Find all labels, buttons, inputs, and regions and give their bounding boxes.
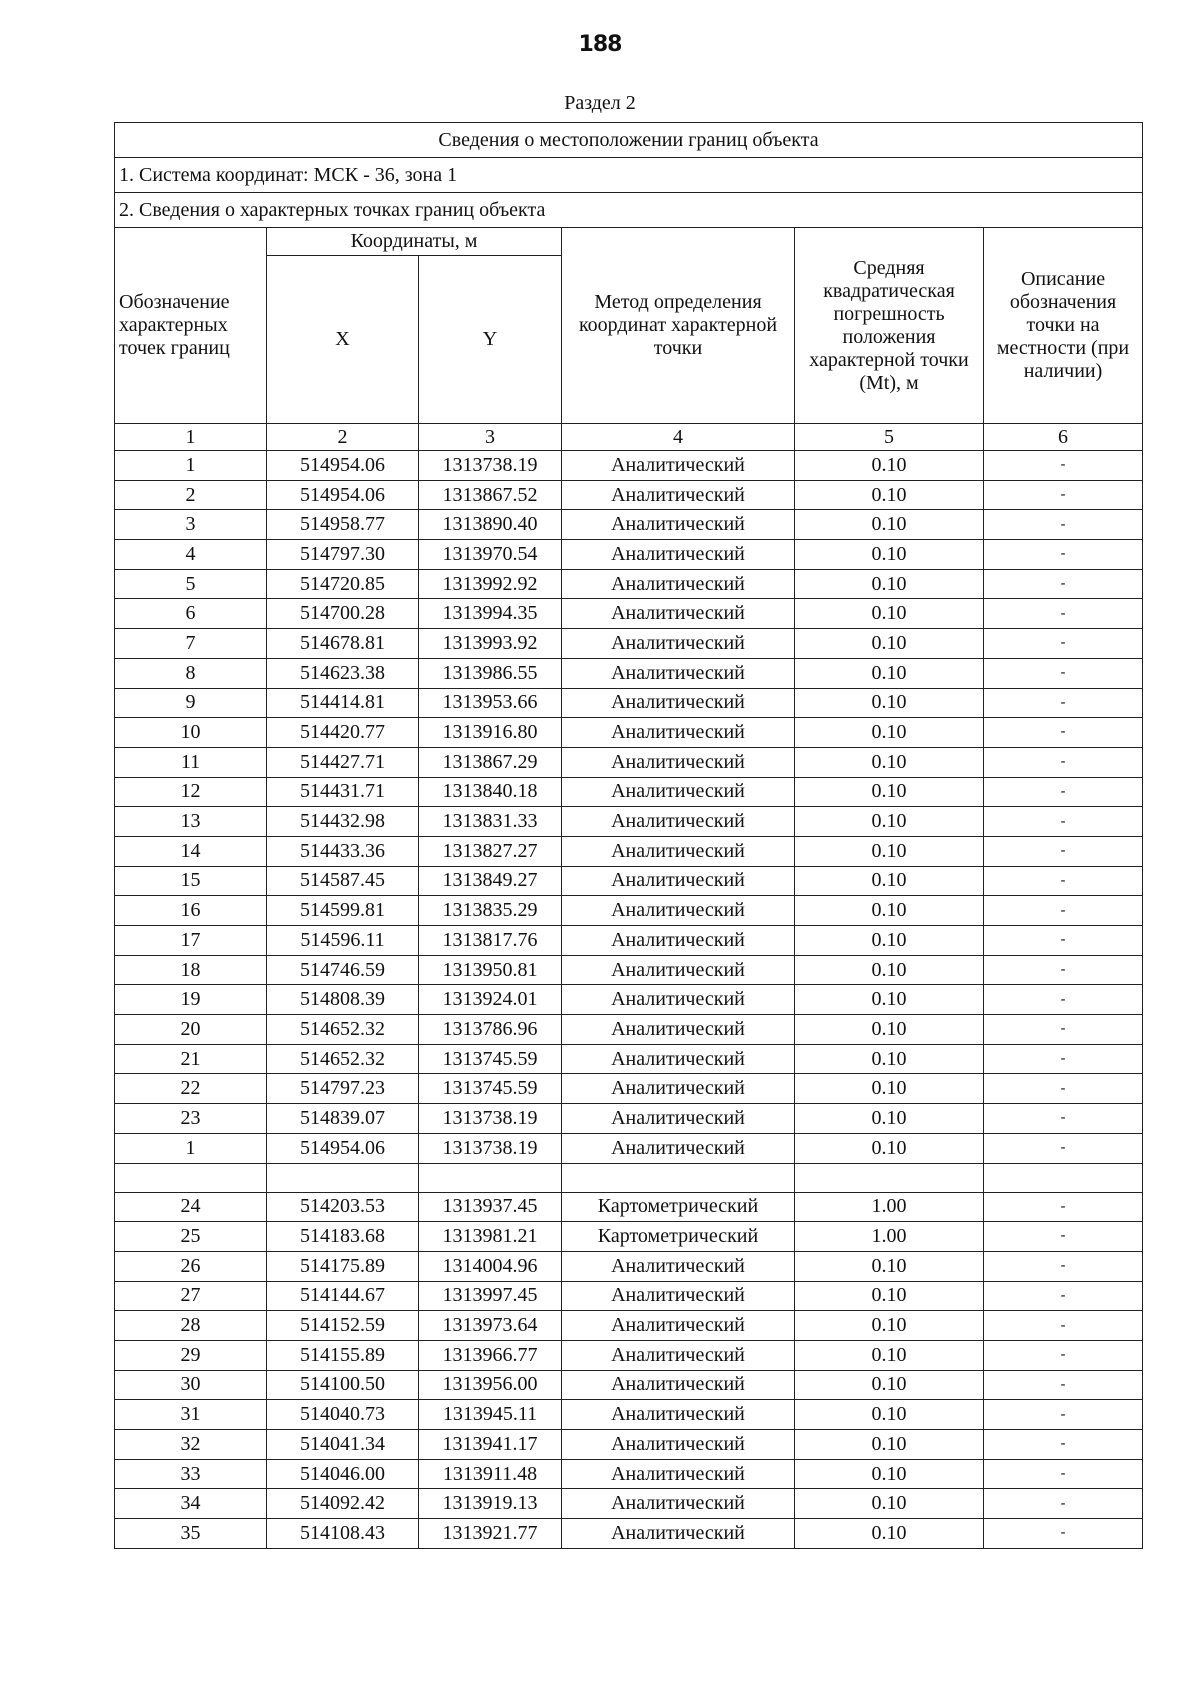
cell-error: 0.10 — [795, 747, 984, 777]
cell-description: - — [984, 480, 1143, 510]
header-point-name: Обозначение характерных точек границ — [115, 228, 267, 424]
cell-point-name: 8 — [115, 658, 267, 688]
cell-y-coordinate: 1313992.92 — [419, 569, 562, 599]
table-row — [115, 1074, 1143, 1104]
cell-error: 0.10 — [795, 1074, 984, 1104]
cell-y-coordinate: 1313970.54 — [419, 540, 562, 570]
cell-error: 0.10 — [795, 480, 984, 510]
cell-method: Аналитический — [562, 896, 795, 926]
cell-point-name: 22 — [115, 1074, 267, 1104]
cell-description: - — [984, 1192, 1143, 1222]
column-number: 3 — [419, 424, 562, 451]
cell-error: 0.10 — [795, 1015, 984, 1045]
column-number: 6 — [984, 424, 1143, 451]
cell-point-name: 19 — [115, 985, 267, 1015]
table-row — [115, 807, 1143, 837]
cell-y-coordinate: 1313745.59 — [419, 1074, 562, 1104]
cell-y-coordinate: 1313973.64 — [419, 1311, 562, 1341]
cell-description: - — [984, 955, 1143, 985]
cell-method: Аналитический — [562, 747, 795, 777]
cell-x-coordinate: 514623.38 — [267, 658, 419, 688]
cell-method: Аналитический — [562, 1104, 795, 1134]
cell-x-coordinate: 514954.06 — [267, 451, 419, 481]
cell-point-name: 23 — [115, 1104, 267, 1134]
cell-point-name: 16 — [115, 896, 267, 926]
cell-point-name: 30 — [115, 1370, 267, 1400]
cell-method: Аналитический — [562, 1489, 795, 1519]
cell-point-name: 21 — [115, 1044, 267, 1074]
cell-method: Картометрический — [562, 1192, 795, 1222]
cell-description: - — [984, 1519, 1143, 1549]
cell-y-coordinate: 1313738.19 — [419, 1104, 562, 1134]
column-numbers-row — [115, 424, 1143, 451]
cell-y-coordinate: 1313911.48 — [419, 1459, 562, 1489]
cell-method: Аналитический — [562, 1340, 795, 1370]
cell-error: 0.10 — [795, 955, 984, 985]
cell-y-coordinate: 1313817.76 — [419, 926, 562, 956]
cell-point-name — [115, 1163, 267, 1192]
cell-description: - — [984, 658, 1143, 688]
cell-x-coordinate: 514203.53 — [267, 1192, 419, 1222]
cell-point-name: 12 — [115, 777, 267, 807]
cell-x-coordinate: 514420.77 — [267, 718, 419, 748]
cell-point-name: 34 — [115, 1489, 267, 1519]
cell-description: - — [984, 1489, 1143, 1519]
cell-error: 0.10 — [795, 1430, 984, 1460]
table-row — [115, 599, 1143, 629]
cell-method: Аналитический — [562, 807, 795, 837]
cell-point-name: 33 — [115, 1459, 267, 1489]
cell-method: Аналитический — [562, 955, 795, 985]
cell-y-coordinate: 1313827.27 — [419, 836, 562, 866]
table-row — [115, 1133, 1143, 1163]
cell-error: 0.10 — [795, 1133, 984, 1163]
cell-x-coordinate: 514746.59 — [267, 955, 419, 985]
cell-point-name: 24 — [115, 1192, 267, 1222]
table-title: Сведения о местоположении границ объекта — [115, 123, 1143, 158]
cell-x-coordinate: 514432.98 — [267, 807, 419, 837]
cell-method: Аналитический — [562, 1044, 795, 1074]
cell-y-coordinate: 1313941.17 — [419, 1430, 562, 1460]
cell-x-coordinate: 514155.89 — [267, 1340, 419, 1370]
cell-point-name: 5 — [115, 569, 267, 599]
cell-y-coordinate: 1313993.92 — [419, 629, 562, 659]
cell-x-coordinate — [267, 1163, 419, 1192]
section-label: Раздел 2 — [564, 92, 636, 114]
cell-point-name: 11 — [115, 747, 267, 777]
cell-y-coordinate: 1313945.11 — [419, 1400, 562, 1430]
cell-y-coordinate: 1313921.77 — [419, 1519, 562, 1549]
boundary-points-table — [114, 122, 1143, 1549]
cell-method: Аналитический — [562, 1459, 795, 1489]
cell-description: - — [984, 1222, 1143, 1252]
cell-method: Аналитический — [562, 836, 795, 866]
table-row — [115, 747, 1143, 777]
cell-error: 0.10 — [795, 1340, 984, 1370]
cell-description: - — [984, 1400, 1143, 1430]
table-row — [115, 896, 1143, 926]
cell-method: Аналитический — [562, 540, 795, 570]
cell-error: 0.10 — [795, 1489, 984, 1519]
cell-method: Аналитический — [562, 1015, 795, 1045]
cell-description: - — [984, 1370, 1143, 1400]
column-number: 4 — [562, 424, 795, 451]
cell-point-name: 17 — [115, 926, 267, 956]
cell-method: Аналитический — [562, 1074, 795, 1104]
table-row — [115, 1044, 1143, 1074]
cell-method: Аналитический — [562, 1370, 795, 1400]
cell-description: - — [984, 1015, 1143, 1045]
cell-error: 0.10 — [795, 807, 984, 837]
cell-error: 0.10 — [795, 569, 984, 599]
cell-y-coordinate: 1313738.19 — [419, 451, 562, 481]
cell-y-coordinate: 1313937.45 — [419, 1192, 562, 1222]
cell-y-coordinate: 1313997.45 — [419, 1281, 562, 1311]
cell-point-name: 26 — [115, 1251, 267, 1281]
cell-point-name: 14 — [115, 836, 267, 866]
cell-method: Аналитический — [562, 658, 795, 688]
table-row — [115, 1251, 1143, 1281]
cell-error: 0.10 — [795, 1251, 984, 1281]
cell-point-name: 27 — [115, 1281, 267, 1311]
cell-error: 0.10 — [795, 1370, 984, 1400]
cell-y-coordinate: 1313786.96 — [419, 1015, 562, 1045]
table-row — [115, 510, 1143, 540]
cell-error: 0.10 — [795, 1104, 984, 1134]
cell-error: 0.10 — [795, 629, 984, 659]
cell-error: 0.10 — [795, 599, 984, 629]
cell-x-coordinate: 514797.23 — [267, 1074, 419, 1104]
cell-x-coordinate: 514652.32 — [267, 1015, 419, 1045]
cell-x-coordinate: 514152.59 — [267, 1311, 419, 1341]
column-number: 5 — [795, 424, 984, 451]
cell-error: 0.10 — [795, 540, 984, 570]
cell-error: 0.10 — [795, 1044, 984, 1074]
header-error: Средняя квадратическая погрешность положения характерной точки (Mt), м — [795, 228, 984, 424]
cell-error: 0.10 — [795, 836, 984, 866]
cell-x-coordinate: 514720.85 — [267, 569, 419, 599]
cell-description: - — [984, 629, 1143, 659]
cell-y-coordinate: 1313950.81 — [419, 955, 562, 985]
cell-method: Аналитический — [562, 480, 795, 510]
table-row — [115, 451, 1143, 481]
cell-description: - — [984, 688, 1143, 718]
cell-x-coordinate: 514175.89 — [267, 1251, 419, 1281]
cell-method: Аналитический — [562, 866, 795, 896]
cell-description: - — [984, 1430, 1143, 1460]
cell-description: - — [984, 1340, 1143, 1370]
points-heading: 2. Сведения о характерных точках границ объекта — [115, 193, 1143, 228]
coordinate-system: 1. Система координат: МСК - 36, зона 1 — [115, 158, 1143, 193]
cell-description: - — [984, 1133, 1143, 1163]
cell-description: - — [984, 1074, 1143, 1104]
table-row — [115, 866, 1143, 896]
cell-x-coordinate: 514046.00 — [267, 1459, 419, 1489]
cell-point-name: 10 — [115, 718, 267, 748]
cell-x-coordinate: 514092.42 — [267, 1489, 419, 1519]
cell-error: 0.10 — [795, 1311, 984, 1341]
cell-point-name: 7 — [115, 629, 267, 659]
cell-method: Аналитический — [562, 1251, 795, 1281]
cell-method: Аналитический — [562, 1519, 795, 1549]
cell-error: 0.10 — [795, 510, 984, 540]
table-row — [115, 777, 1143, 807]
cell-description — [984, 1163, 1143, 1192]
separator-row — [115, 1163, 1143, 1192]
cell-error: 1.00 — [795, 1192, 984, 1222]
table-row — [115, 718, 1143, 748]
cell-description: - — [984, 1044, 1143, 1074]
cell-x-coordinate: 514839.07 — [267, 1104, 419, 1134]
cell-x-coordinate: 514587.45 — [267, 866, 419, 896]
cell-description: - — [984, 836, 1143, 866]
cell-point-name: 32 — [115, 1430, 267, 1460]
cell-y-coordinate: 1313986.55 — [419, 658, 562, 688]
column-number: 2 — [267, 424, 419, 451]
cell-method: Аналитический — [562, 1430, 795, 1460]
cell-method: Аналитический — [562, 688, 795, 718]
cell-error: 0.10 — [795, 777, 984, 807]
cell-method: Аналитический — [562, 510, 795, 540]
cell-description: - — [984, 1251, 1143, 1281]
cell-x-coordinate: 514433.36 — [267, 836, 419, 866]
cell-error: 0.10 — [795, 1281, 984, 1311]
cell-description: - — [984, 599, 1143, 629]
table-row — [115, 688, 1143, 718]
cell-method: Аналитический — [562, 629, 795, 659]
cell-point-name: 6 — [115, 599, 267, 629]
table-row — [115, 1400, 1143, 1430]
cell-point-name: 35 — [115, 1519, 267, 1549]
table-row — [115, 1015, 1143, 1045]
cell-y-coordinate: 1313966.77 — [419, 1340, 562, 1370]
table-row — [115, 540, 1143, 570]
cell-description: - — [984, 1281, 1143, 1311]
table-row — [115, 569, 1143, 599]
cell-point-name: 15 — [115, 866, 267, 896]
cell-error: 0.10 — [795, 718, 984, 748]
cell-method: Аналитический — [562, 718, 795, 748]
cell-point-name: 4 — [115, 540, 267, 570]
table-row — [115, 658, 1143, 688]
table-row — [115, 1340, 1143, 1370]
header-description: Описание обозначения точки на местности (при наличии) — [984, 228, 1143, 424]
cell-y-coordinate: 1313840.18 — [419, 777, 562, 807]
cell-error: 0.10 — [795, 688, 984, 718]
header-coordinates: Координаты, м — [267, 228, 562, 256]
cell-point-name: 18 — [115, 955, 267, 985]
cell-y-coordinate: 1313919.13 — [419, 1489, 562, 1519]
cell-y-coordinate — [419, 1163, 562, 1192]
cell-error: 1.00 — [795, 1222, 984, 1252]
table-row — [115, 1104, 1143, 1134]
cell-y-coordinate: 1313867.29 — [419, 747, 562, 777]
header-y: Y — [419, 256, 562, 424]
cell-y-coordinate: 1313956.00 — [419, 1370, 562, 1400]
cell-error: 0.10 — [795, 1459, 984, 1489]
cell-y-coordinate: 1313738.19 — [419, 1133, 562, 1163]
page-number: 188 — [578, 32, 622, 57]
cell-description: - — [984, 807, 1143, 837]
cell-y-coordinate: 1313924.01 — [419, 985, 562, 1015]
cell-x-coordinate: 514144.67 — [267, 1281, 419, 1311]
cell-error: 0.10 — [795, 658, 984, 688]
table-row — [115, 985, 1143, 1015]
cell-y-coordinate: 1313831.33 — [419, 807, 562, 837]
cell-error: 0.10 — [795, 1519, 984, 1549]
cell-description: - — [984, 1459, 1143, 1489]
cell-x-coordinate: 514040.73 — [267, 1400, 419, 1430]
cell-point-name: 1 — [115, 1133, 267, 1163]
cell-point-name: 20 — [115, 1015, 267, 1045]
cell-method: Аналитический — [562, 1311, 795, 1341]
cell-method: Аналитический — [562, 569, 795, 599]
cell-method: Аналитический — [562, 926, 795, 956]
cell-error: 0.10 — [795, 896, 984, 926]
cell-description: - — [984, 926, 1143, 956]
cell-point-name: 3 — [115, 510, 267, 540]
table-row — [115, 1192, 1143, 1222]
table-row — [115, 926, 1143, 956]
cell-y-coordinate: 1313849.27 — [419, 866, 562, 896]
cell-x-coordinate: 514954.06 — [267, 1133, 419, 1163]
cell-method: Аналитический — [562, 1400, 795, 1430]
cell-point-name: 25 — [115, 1222, 267, 1252]
table-row — [115, 480, 1143, 510]
cell-x-coordinate: 514599.81 — [267, 896, 419, 926]
cell-x-coordinate: 514808.39 — [267, 985, 419, 1015]
cell-x-coordinate: 514954.06 — [267, 480, 419, 510]
cell-error — [795, 1163, 984, 1192]
cell-point-name: 2 — [115, 480, 267, 510]
cell-x-coordinate: 514958.77 — [267, 510, 419, 540]
cell-x-coordinate: 514797.30 — [267, 540, 419, 570]
cell-method: Аналитический — [562, 1133, 795, 1163]
cell-description: - — [984, 569, 1143, 599]
table-row — [115, 1222, 1143, 1252]
cell-point-name: 29 — [115, 1340, 267, 1370]
cell-method: Аналитический — [562, 599, 795, 629]
cell-x-coordinate: 514414.81 — [267, 688, 419, 718]
cell-error: 0.10 — [795, 451, 984, 481]
cell-y-coordinate: 1313867.52 — [419, 480, 562, 510]
cell-description: - — [984, 1311, 1143, 1341]
table-row — [115, 629, 1143, 659]
cell-method: Аналитический — [562, 1281, 795, 1311]
cell-point-name: 28 — [115, 1311, 267, 1341]
cell-point-name: 1 — [115, 451, 267, 481]
cell-description: - — [984, 985, 1143, 1015]
cell-y-coordinate: 1313916.80 — [419, 718, 562, 748]
cell-point-name: 9 — [115, 688, 267, 718]
table-row — [115, 836, 1143, 866]
cell-x-coordinate: 514041.34 — [267, 1430, 419, 1460]
cell-description: - — [984, 896, 1143, 926]
cell-method: Картометрический — [562, 1222, 795, 1252]
column-number: 1 — [115, 424, 267, 451]
cell-y-coordinate: 1313994.35 — [419, 599, 562, 629]
cell-x-coordinate: 514652.32 — [267, 1044, 419, 1074]
cell-x-coordinate: 514678.81 — [267, 629, 419, 659]
table-row — [115, 1489, 1143, 1519]
table-row — [115, 1281, 1143, 1311]
cell-x-coordinate: 514596.11 — [267, 926, 419, 956]
cell-description: - — [984, 866, 1143, 896]
cell-error: 0.10 — [795, 985, 984, 1015]
table-row — [115, 955, 1143, 985]
cell-x-coordinate: 514108.43 — [267, 1519, 419, 1549]
cell-y-coordinate: 1313890.40 — [419, 510, 562, 540]
table-row — [115, 1519, 1143, 1549]
cell-description: - — [984, 777, 1143, 807]
cell-description: - — [984, 540, 1143, 570]
cell-method — [562, 1163, 795, 1192]
header-method: Метод определения координат характерной точки — [562, 228, 795, 424]
table-row — [115, 1370, 1143, 1400]
cell-description: - — [984, 1104, 1143, 1134]
cell-error: 0.10 — [795, 926, 984, 956]
cell-x-coordinate: 514431.71 — [267, 777, 419, 807]
cell-x-coordinate: 514700.28 — [267, 599, 419, 629]
cell-y-coordinate: 1313745.59 — [419, 1044, 562, 1074]
cell-method: Аналитический — [562, 451, 795, 481]
cell-x-coordinate: 514100.50 — [267, 1370, 419, 1400]
cell-x-coordinate: 514427.71 — [267, 747, 419, 777]
table-row — [115, 1311, 1143, 1341]
cell-point-name: 13 — [115, 807, 267, 837]
header-x: X — [267, 256, 419, 424]
cell-error: 0.10 — [795, 866, 984, 896]
cell-x-coordinate: 514183.68 — [267, 1222, 419, 1252]
cell-point-name: 31 — [115, 1400, 267, 1430]
cell-error: 0.10 — [795, 1400, 984, 1430]
cell-y-coordinate: 1314004.96 — [419, 1251, 562, 1281]
cell-y-coordinate: 1313953.66 — [419, 688, 562, 718]
cell-method: Аналитический — [562, 985, 795, 1015]
table-row — [115, 1459, 1143, 1489]
cell-y-coordinate: 1313835.29 — [419, 896, 562, 926]
table-row — [115, 1430, 1143, 1460]
cell-description: - — [984, 451, 1143, 481]
cell-description: - — [984, 747, 1143, 777]
cell-description: - — [984, 718, 1143, 748]
cell-method: Аналитический — [562, 777, 795, 807]
cell-description: - — [984, 510, 1143, 540]
cell-y-coordinate: 1313981.21 — [419, 1222, 562, 1252]
